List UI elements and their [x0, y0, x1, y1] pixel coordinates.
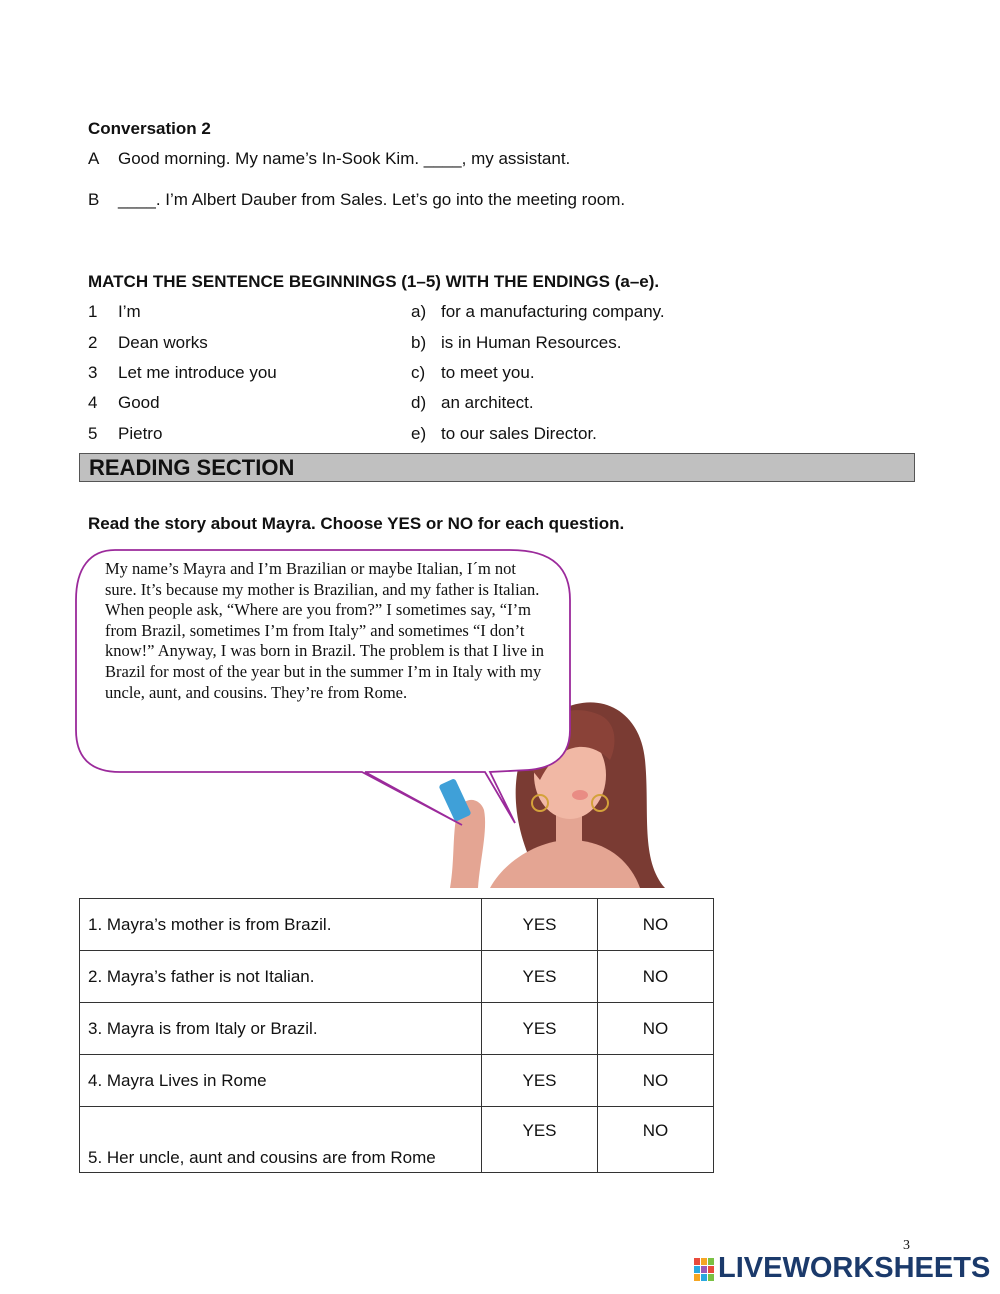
conversation-heading: Conversation 2	[88, 119, 211, 138]
match-beginning-num: 5	[88, 424, 98, 443]
conversation-line-a: Good morning. My name’s In-Sook Kim. ____, my assistant.	[118, 149, 571, 168]
match-beginning-text: Good	[118, 393, 160, 412]
match-ending-letter: a)	[411, 302, 427, 321]
yes-option[interactable]: YES	[482, 1003, 598, 1055]
conversation-line-b: ____. I’m Albert Dauber from Sales. Let’s go into the meeting room.	[118, 190, 626, 209]
conversation-speaker-b: B	[88, 190, 100, 209]
question-text: 3. Mayra is from Italy or Brazil.	[80, 1003, 482, 1055]
match-beginning-num: 1	[88, 302, 98, 321]
no-option[interactable]: NO	[598, 951, 714, 1003]
liveworksheets-logo-icon	[694, 1258, 716, 1282]
match-beginning-num: 3	[88, 363, 98, 382]
reading-section-title: READING SECTION	[89, 455, 295, 480]
table-row	[80, 1003, 714, 1055]
match-beginning-text: I’m	[118, 302, 141, 321]
match-beginning-text: Let me introduce you	[118, 363, 277, 382]
question-text: 2. Mayra’s father is not Italian.	[80, 951, 482, 1003]
match-beginning-num: 2	[88, 333, 98, 352]
conversation-speaker-a: A	[88, 149, 100, 168]
reading-instruction: Read the story about Mayra. Choose YES or NO for each question.	[88, 514, 625, 533]
no-option[interactable]: NO	[598, 1107, 714, 1173]
question-text: 1. Mayra’s mother is from Brazil.	[80, 899, 482, 951]
yes-no-table	[79, 898, 714, 1173]
page-number: 3	[903, 1238, 910, 1253]
yes-option[interactable]: YES	[482, 951, 598, 1003]
match-ending-text: for a manufacturing company.	[441, 302, 665, 321]
no-option[interactable]: NO	[598, 1055, 714, 1107]
reading-section-bar	[79, 453, 915, 482]
match-ending-letter: d)	[411, 393, 427, 412]
story-text: My name’s Mayra and I’m Brazilian or maybe Italian, I´m not sure. It’s because my mother is Brazilian, and my father is Italian. When people ask, “Where are you from?” I sometimes say, “I’m from Brazil, sometimes I’m from Italy” and sometimes “I don’t know!” Anyway, I was born in Brazil. The problem is that I live in Brazil for most of the year but in the summer I’m in Italy with my uncle, aunt, and cousins. They’re from Rome.	[105, 559, 544, 702]
match-ending-text: to our sales Director.	[441, 424, 597, 443]
match-ending-letter: e)	[411, 424, 427, 443]
table-row	[80, 951, 714, 1003]
table-row	[80, 899, 714, 951]
match-ending-text: to meet you.	[441, 363, 535, 382]
yes-option[interactable]: YES	[482, 1055, 598, 1107]
table-row	[80, 1055, 714, 1107]
match-beginning-num: 4	[88, 393, 98, 412]
match-ending-text: an architect.	[441, 393, 534, 412]
liveworksheets-logo-text: LIVEWORKSHEETS	[718, 1252, 991, 1284]
blush-shape	[572, 790, 588, 800]
match-ending-text: is in Human Resources.	[441, 333, 622, 352]
no-option[interactable]: NO	[598, 899, 714, 951]
question-text: 5. Her uncle, aunt and cousins are from Rome	[80, 1107, 482, 1173]
no-option[interactable]: NO	[598, 1003, 714, 1055]
yes-option[interactable]: YES	[482, 899, 598, 951]
match-beginning-text: Pietro	[118, 424, 163, 443]
match-ending-letter: b)	[411, 333, 427, 352]
match-ending-letter: c)	[411, 363, 426, 382]
table-row	[80, 1107, 714, 1173]
match-beginning-text: Dean works	[118, 333, 208, 352]
match-heading: MATCH THE SENTENCE BEGINNINGS (1–5) WITH THE ENDINGS (a–e).	[88, 272, 660, 291]
yes-option[interactable]: YES	[482, 1107, 598, 1173]
question-text: 4. Mayra Lives in Rome	[80, 1055, 482, 1107]
